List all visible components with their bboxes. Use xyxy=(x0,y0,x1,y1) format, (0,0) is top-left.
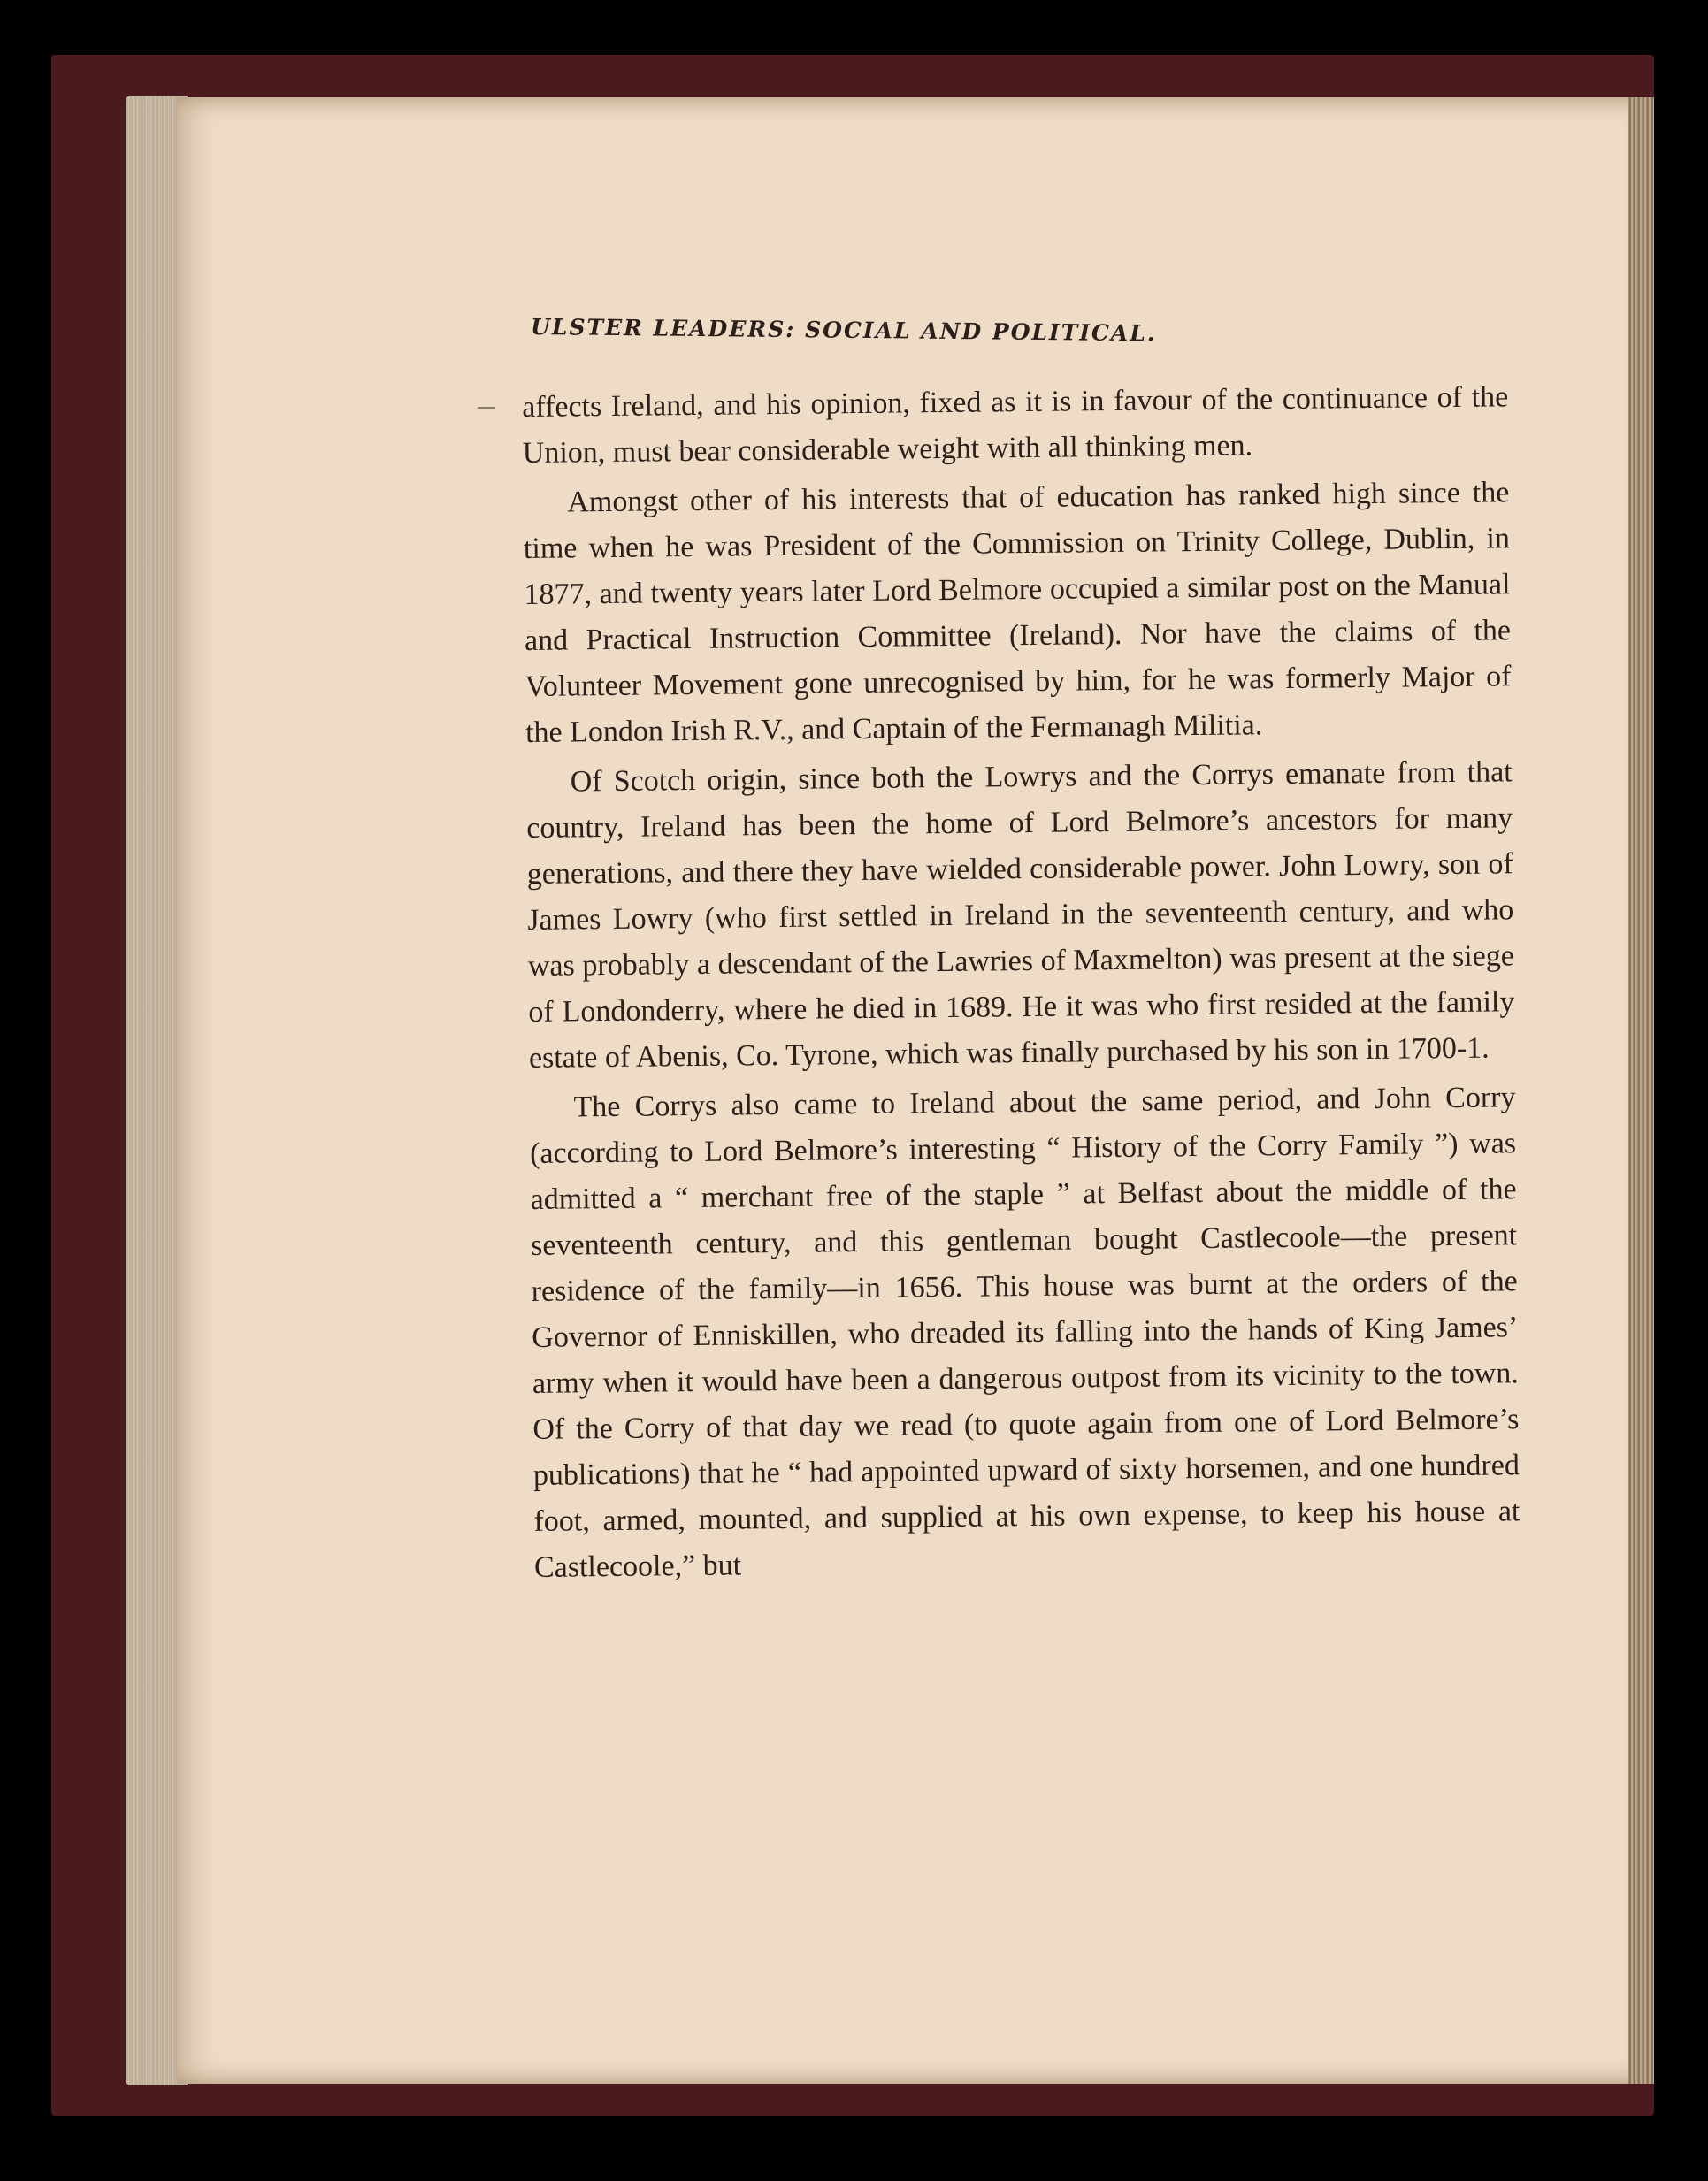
running-head: ULSTER LEADERS: SOCIAL AND POLITICAL. xyxy=(530,314,1157,347)
body-text xyxy=(522,374,1520,1591)
paragraph-1: affects Ireland, and his opinion, fixed as it is in favour of the continuance of the Union, must bear considerable weight with all thinking men. xyxy=(522,380,1509,470)
paragraph-2: Amongst other of his interests that of education has ranked high since the time when he was President of the Commission on Trinity College, Dublin, in 1877, and twenty years later Lord Belmore occupied a similar post on the Manual and Practical Instruction Committee (Ireland). Nor have the claims of the Volunteer Movement gone unrecognised by him, for he was formerly Major of the London Irish R.V., and Captain of the Fermanagh Militia. xyxy=(523,476,1512,749)
margin-mark xyxy=(478,407,495,409)
paragraph-3: Of Scotch origin, since both the Lowrys and the Corrys emanate from that country, Ireland has been the home of Lord Belmore’s ancestors for many generations, and there they have wielded considerable power. John Lowry, son of James Lowry (who first settled in Ireland in the seventeenth century, and who was probably a descendant of the Lawries of Maxmelton) was present at the siege of Londonderry, where he died in 1689. He it was who first resided at the family estate of Abenis, Co. Tyrone, which was finally purchased by his son in 1700-1. xyxy=(526,755,1515,1075)
page-edges-right xyxy=(1628,97,1654,2084)
paragraph-4: The Corrys also came to Ireland about the same period, and John Corry (according to Lord Belmore’s interesting “ History of the Corry Family ”) was admitted a “ merchant free of the staple ” at Belfast about the middle of the seventeenth century, and this gentleman bought Castlecoole—the present residence of the family—in 1656. This house was burnt at the orders of the Governor of Enniskillen, who dreaded its falling into the hands of King James’ army when it would have been a dangerous outpost from its vicinity to the town. Of the Corry of that day we read (to quote again from one of Lord Belmore’s publications) that he “ had appointed upward of sixty horsemen, and one hundred foot, armed, mounted, and supplied at his own expense, to keep his house at Castlecoole,” but xyxy=(529,1081,1520,1584)
